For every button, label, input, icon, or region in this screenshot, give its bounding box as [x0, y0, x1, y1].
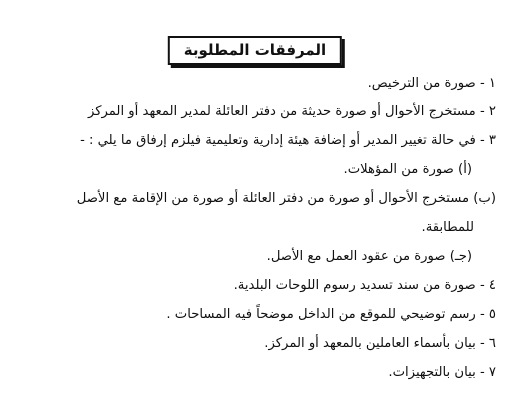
list-item-1: ١ - صورة من الترخيص.	[367, 76, 496, 91]
list-item-4: ٤ - صورة من سند تسديد رسوم اللوحات البلدية.	[233, 278, 496, 293]
sub-item-a: (أ) صورة من المؤهلات.	[343, 162, 472, 177]
list-item-7: ٧ - بيان بالتجهيزات.	[388, 365, 496, 380]
list-item-6: ٦ - بيان بأسماء العاملين بالمعهد أو المركز.	[264, 336, 496, 351]
list-item-5: ٥ - رسم توضيحي للموقع من الداخل موضحاً فيه المساحات .	[166, 307, 496, 322]
list-item-2: ٢ - مستخرج الأحوال أو صورة حديثة من دفتر العائلة لمدير المعهد أو المركز	[87, 104, 496, 119]
list-item-3: ٣ - في حالة تغيير المدير أو إضافة هيئة إدارية وتعليمية فيلزم إرفاق ما يلي : -	[80, 133, 496, 148]
sub-item-b-continuation: للمطابقة.	[421, 220, 474, 235]
sub-item-c: (جـ) صورة من عقود العمل مع الأصل.	[266, 249, 472, 264]
page-title: المرفقات المطلوبة	[183, 41, 327, 59]
sub-item-b: (ب) مستخرج الأحوال أو صورة من دفتر العائلة أو صورة من الإقامة مع الأصل	[76, 191, 496, 206]
title-box	[168, 36, 342, 65]
